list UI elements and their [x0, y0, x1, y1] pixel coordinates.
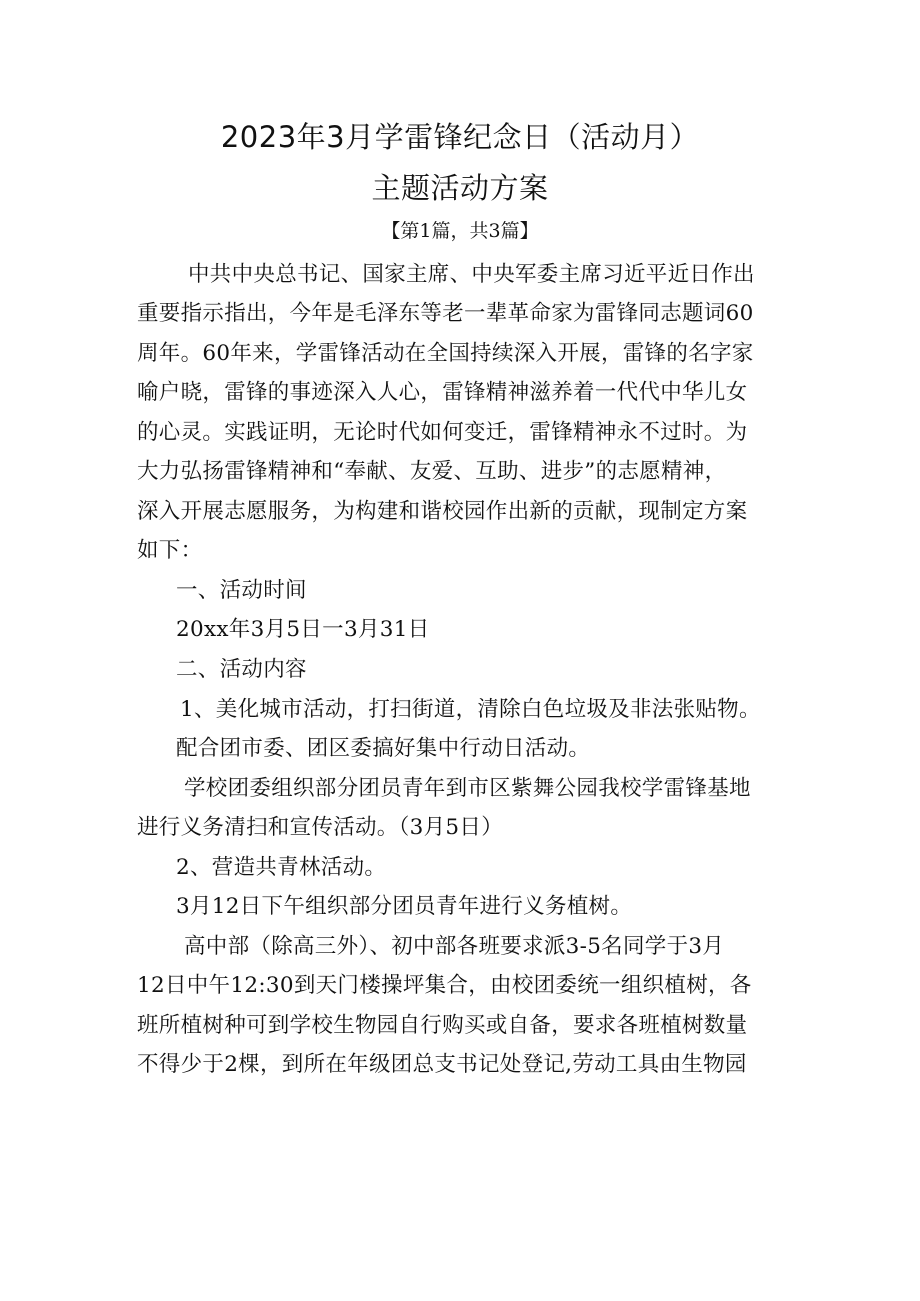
document-title-line-1: 2023年3月学雷锋纪念日（活动月）: [220, 120, 700, 154]
section-heading-content: 二、活动内容: [176, 657, 307, 682]
body-line: 如下：: [137, 538, 203, 563]
part-label: 【第1篇，共3篇】: [381, 220, 539, 242]
body-line: 大力弘扬雷锋精神和“奉献、友爱、互助、进步”的志愿精神，: [137, 459, 727, 484]
body-line: 班所植树种可到学校生物园自行购买或自备，要求各班植树数量: [137, 1013, 748, 1038]
body-line: 高中部（除高三外）、初中部各班要求派3-5名同学于3月: [184, 934, 725, 959]
document-title-line-2: 主题活动方案: [371, 171, 549, 205]
activity-date-range: 20xx年3月5日一3月31日: [176, 617, 430, 642]
body-line: 周年。60年来，学雷锋活动在全国持续深入开展，雷锋的名字家: [137, 341, 754, 366]
body-line: 12日中午12:30到天门楼操坪集合，由校团委统一组织植树，各: [137, 973, 752, 998]
body-line: 学校团委组织部分团员青年到市区紫舞公园我校学雷锋基地: [184, 776, 751, 801]
body-line: 2、营造共青林活动。: [176, 855, 387, 880]
body-line: 中共中央总书记、国家主席、中央军委主席习近平近日作出: [188, 262, 755, 287]
section-heading-time: 一、活动时间: [176, 578, 307, 603]
body-line: 的心灵。实践证明，无论时代如何变迁，雷锋精神永不过时。为: [137, 420, 748, 445]
body-line: 1、美化城市活动，打扫街道，清除白色垃圾及非法张贴物。: [180, 697, 761, 722]
body-line: 喻户晓，雷锋的事迹深入人心，雷锋精神滋养着一代代中华儿女: [137, 380, 748, 405]
body-line: 3月12日下午组织部分团员青年进行义务植树。: [176, 894, 633, 919]
body-line: 进行义务清扫和宣传活动。（3月5日）: [137, 815, 504, 840]
body-line: 深入开展志愿服务，为构建和谐校园作出新的贡献，现制定方案: [137, 499, 748, 524]
body-line: 重要指示指出，今年是毛泽东等老一辈革命家为雷锋同志题词60: [137, 301, 754, 326]
body-line: 配合团市委、团区委搞好集中行动日活动。: [176, 736, 591, 761]
body-line: 不得少于2棵，到所在年级团总支书记处登记,劳动工具由生物园: [137, 1052, 747, 1077]
